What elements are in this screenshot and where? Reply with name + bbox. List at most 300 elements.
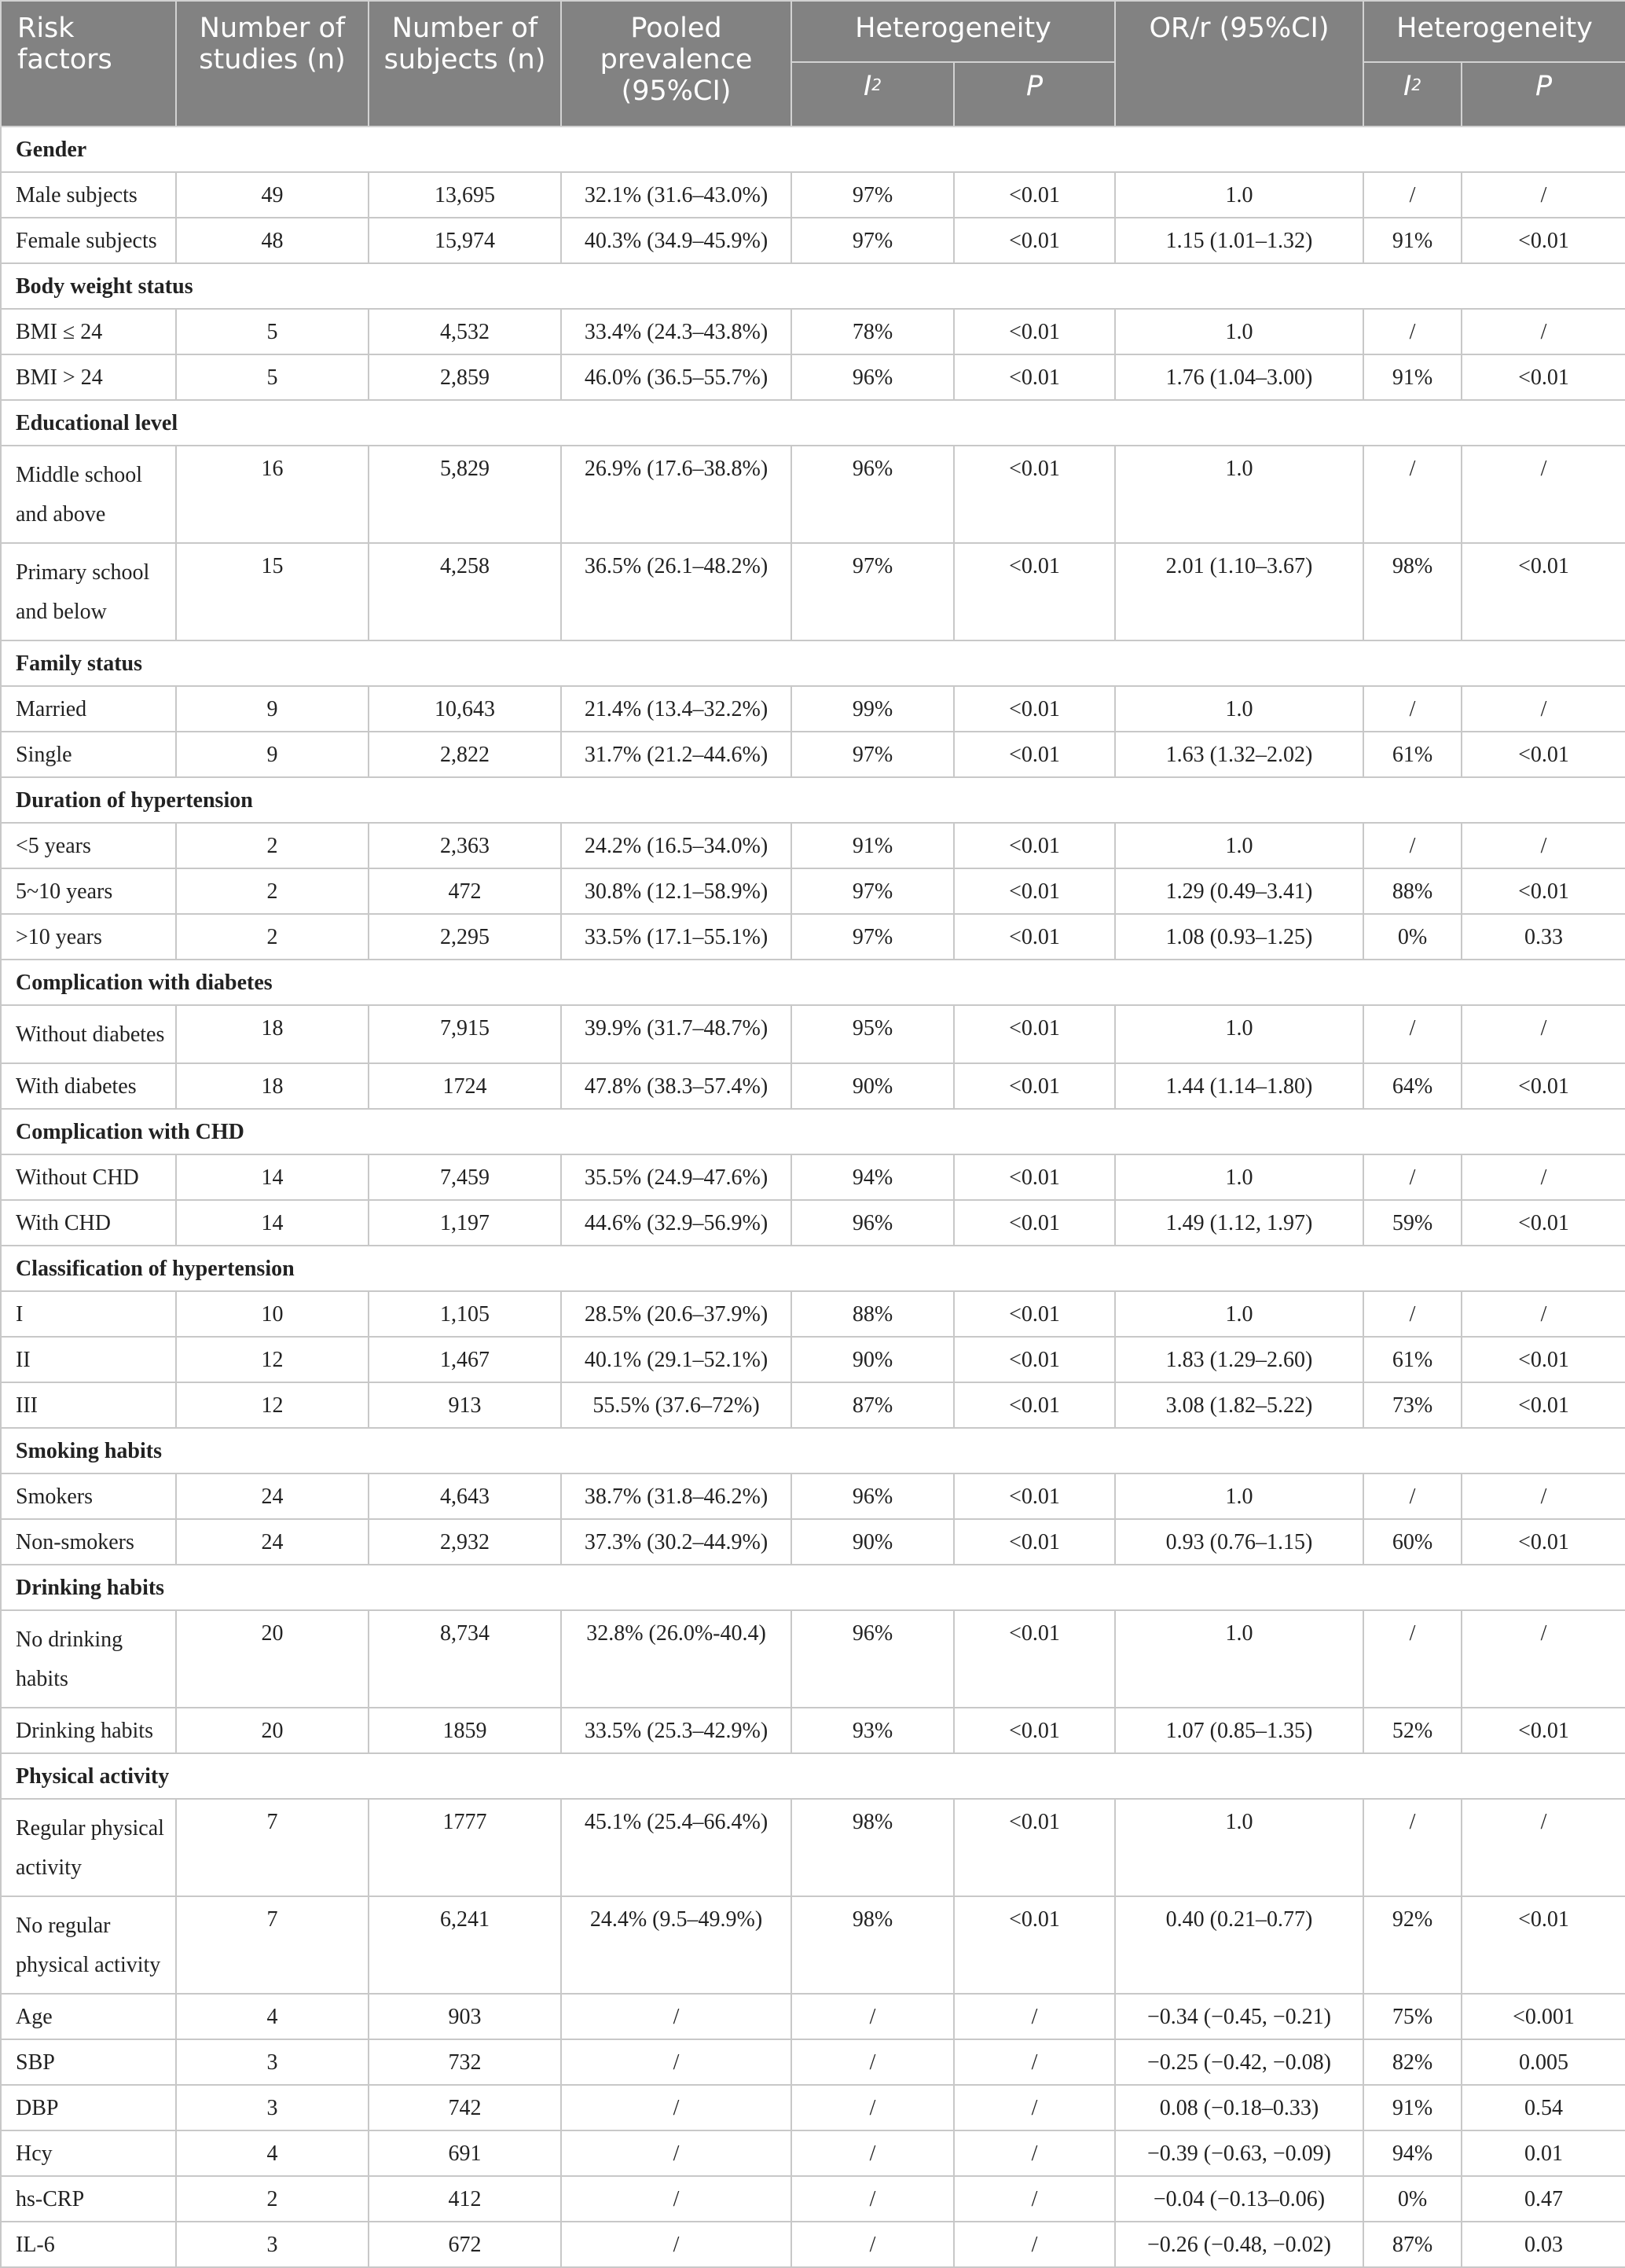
cell-pooled-prevalence: 30.8% (12.1–58.9%) bbox=[561, 868, 791, 914]
cell-pooled-prevalence: 35.5% (24.9–47.6%) bbox=[561, 1154, 791, 1200]
group-title: Drinking habits bbox=[1, 1565, 1625, 1610]
cell-i2-or: / bbox=[1363, 172, 1462, 218]
cell-i2-prevalence: / bbox=[791, 2176, 954, 2222]
group-header-row bbox=[1, 1753, 1625, 1799]
cell-i2-or: 61% bbox=[1363, 732, 1462, 777]
cell-i2-or: / bbox=[1363, 686, 1462, 732]
cell-i2-or: 82% bbox=[1363, 2039, 1462, 2085]
cell-i2-or: 75% bbox=[1363, 1994, 1462, 2039]
cell-row-label: With CHD bbox=[1, 1200, 176, 1246]
cell-i2-prevalence: 97% bbox=[791, 914, 954, 960]
cell-i2-prevalence: 88% bbox=[791, 1291, 954, 1337]
cell-num-studies: 9 bbox=[176, 686, 369, 732]
cell-i2-prevalence: / bbox=[791, 2222, 954, 2267]
table-row bbox=[1, 2176, 1625, 2222]
cell-i2-or: / bbox=[1363, 446, 1462, 543]
cell-i2-prevalence: 90% bbox=[791, 1519, 954, 1565]
table-row bbox=[1, 218, 1625, 263]
cell-or-r: 1.0 bbox=[1115, 686, 1363, 732]
table-row bbox=[1, 1799, 1625, 1896]
cell-num-subjects: 1859 bbox=[369, 1708, 561, 1753]
cell-i2-or: / bbox=[1363, 823, 1462, 868]
cell-pooled-prevalence: 24.4% (9.5–49.9%) bbox=[561, 1896, 791, 1994]
cell-p-or: 0.03 bbox=[1462, 2222, 1625, 2267]
cell-pooled-prevalence: / bbox=[561, 2039, 791, 2085]
cell-i2-or: 64% bbox=[1363, 1063, 1462, 1109]
cell-p-or: / bbox=[1462, 1005, 1625, 1063]
cell-or-r: 1.0 bbox=[1115, 1005, 1363, 1063]
table-row bbox=[1, 172, 1625, 218]
group-header-row bbox=[1, 127, 1625, 172]
cell-num-subjects: 7,915 bbox=[369, 1005, 561, 1063]
cell-i2-or: 87% bbox=[1363, 2222, 1462, 2267]
table-row bbox=[1, 1200, 1625, 1246]
cell-row-label: I bbox=[1, 1291, 176, 1337]
cell-or-r: 1.44 (1.14–1.80) bbox=[1115, 1063, 1363, 1109]
cell-row-label: II bbox=[1, 1337, 176, 1382]
table-row bbox=[1, 2222, 1625, 2267]
cell-p-prevalence: <0.01 bbox=[954, 732, 1115, 777]
cell-i2-or: / bbox=[1363, 1473, 1462, 1519]
group-header-row bbox=[1, 777, 1625, 823]
cell-num-studies: 12 bbox=[176, 1337, 369, 1382]
cell-row-label: <5 years bbox=[1, 823, 176, 868]
col-header-risk-factors: Risk factors bbox=[1, 1, 176, 127]
cell-i2-prevalence: 96% bbox=[791, 354, 954, 400]
cell-num-studies: 18 bbox=[176, 1005, 369, 1063]
cell-p-or: <0.001 bbox=[1462, 1994, 1625, 2039]
cell-or-r: 1.0 bbox=[1115, 1473, 1363, 1519]
cell-i2-prevalence: 95% bbox=[791, 1005, 954, 1063]
cell-pooled-prevalence: 39.9% (31.7–48.7%) bbox=[561, 1005, 791, 1063]
cell-i2-prevalence: 96% bbox=[791, 1200, 954, 1246]
cell-i2-prevalence: 96% bbox=[791, 446, 954, 543]
cell-or-r: 3.08 (1.82–5.22) bbox=[1115, 1382, 1363, 1428]
cell-p-prevalence: / bbox=[954, 1994, 1115, 2039]
cell-i2-or: 52% bbox=[1363, 1708, 1462, 1753]
table-row bbox=[1, 868, 1625, 914]
cell-p-or: <0.01 bbox=[1462, 732, 1625, 777]
cell-num-subjects: 1,467 bbox=[369, 1337, 561, 1382]
group-title: Complication with CHD bbox=[1, 1109, 1625, 1154]
col-header-heterogeneity-prevalence: Heterogeneity bbox=[791, 1, 1115, 62]
table-row bbox=[1, 1519, 1625, 1565]
cell-pooled-prevalence: 32.1% (31.6–43.0%) bbox=[561, 172, 791, 218]
cell-num-studies: 16 bbox=[176, 446, 369, 543]
cell-p-prevalence: <0.01 bbox=[954, 1337, 1115, 1382]
cell-i2-prevalence: 94% bbox=[791, 1154, 954, 1200]
cell-row-label: Female subjects bbox=[1, 218, 176, 263]
table-row bbox=[1, 2085, 1625, 2130]
cell-p-prevalence: <0.01 bbox=[954, 868, 1115, 914]
cell-i2-prevalence: 78% bbox=[791, 309, 954, 354]
cell-p-or: 0.47 bbox=[1462, 2176, 1625, 2222]
cell-or-r: 1.0 bbox=[1115, 1799, 1363, 1896]
group-title: Gender bbox=[1, 127, 1625, 172]
cell-num-studies: 3 bbox=[176, 2039, 369, 2085]
table-row bbox=[1, 1708, 1625, 1753]
cell-or-r: −0.34 (−0.45, −0.21) bbox=[1115, 1994, 1363, 2039]
cell-or-r: 1.83 (1.29–2.60) bbox=[1115, 1337, 1363, 1382]
cell-p-prevalence: <0.01 bbox=[954, 1154, 1115, 1200]
cell-row-label: Smokers bbox=[1, 1473, 176, 1519]
cell-p-prevalence: <0.01 bbox=[954, 1896, 1115, 1994]
cell-pooled-prevalence: 45.1% (25.4–66.4%) bbox=[561, 1799, 791, 1896]
cell-pooled-prevalence: 26.9% (17.6–38.8%) bbox=[561, 446, 791, 543]
cell-i2-or: 88% bbox=[1363, 868, 1462, 914]
group-header-row bbox=[1, 1246, 1625, 1291]
cell-or-r: 1.29 (0.49–3.41) bbox=[1115, 868, 1363, 914]
cell-num-studies: 5 bbox=[176, 309, 369, 354]
cell-row-label: Regular physical activity bbox=[1, 1799, 176, 1896]
cell-or-r: 1.0 bbox=[1115, 309, 1363, 354]
group-header-row bbox=[1, 1565, 1625, 1610]
cell-num-subjects: 742 bbox=[369, 2085, 561, 2130]
cell-or-r: 1.76 (1.04–3.00) bbox=[1115, 354, 1363, 400]
cell-num-subjects: 472 bbox=[369, 868, 561, 914]
cell-p-or: 0.005 bbox=[1462, 2039, 1625, 2085]
cell-num-studies: 24 bbox=[176, 1473, 369, 1519]
group-title: Smoking habits bbox=[1, 1428, 1625, 1473]
cell-num-subjects: 1777 bbox=[369, 1799, 561, 1896]
cell-p-or: <0.01 bbox=[1462, 1896, 1625, 1994]
cell-pooled-prevalence: 33.5% (17.1–55.1%) bbox=[561, 914, 791, 960]
table-row bbox=[1, 732, 1625, 777]
cell-i2-or: / bbox=[1363, 1291, 1462, 1337]
cell-num-subjects: 4,532 bbox=[369, 309, 561, 354]
cell-pooled-prevalence: 40.3% (34.9–45.9%) bbox=[561, 218, 791, 263]
cell-p-or: <0.01 bbox=[1462, 1063, 1625, 1109]
cell-p-prevalence: / bbox=[954, 2176, 1115, 2222]
cell-i2-or: 60% bbox=[1363, 1519, 1462, 1565]
cell-i2-prevalence: 90% bbox=[791, 1063, 954, 1109]
cell-i2-or: 91% bbox=[1363, 2085, 1462, 2130]
col-header-p-prevalence: P bbox=[954, 62, 1115, 127]
cell-p-or: / bbox=[1462, 823, 1625, 868]
group-header-row bbox=[1, 640, 1625, 686]
cell-row-label: Single bbox=[1, 732, 176, 777]
cell-pooled-prevalence: 55.5% (37.6–72%) bbox=[561, 1382, 791, 1428]
cell-num-subjects: 1,105 bbox=[369, 1291, 561, 1337]
cell-row-label: 5~10 years bbox=[1, 868, 176, 914]
cell-num-studies: 2 bbox=[176, 2176, 369, 2222]
cell-or-r: 1.49 (1.12, 1.97) bbox=[1115, 1200, 1363, 1246]
cell-i2-prevalence: 97% bbox=[791, 172, 954, 218]
cell-or-r: 1.63 (1.32–2.02) bbox=[1115, 732, 1363, 777]
cell-p-prevalence: / bbox=[954, 2039, 1115, 2085]
cell-num-studies: 2 bbox=[176, 914, 369, 960]
cell-num-subjects: 4,643 bbox=[369, 1473, 561, 1519]
cell-or-r: 1.0 bbox=[1115, 1291, 1363, 1337]
cell-p-prevalence: <0.01 bbox=[954, 172, 1115, 218]
table-row bbox=[1, 446, 1625, 543]
cell-num-studies: 20 bbox=[176, 1610, 369, 1708]
cell-p-prevalence: <0.01 bbox=[954, 218, 1115, 263]
cell-p-or: <0.01 bbox=[1462, 1708, 1625, 1753]
table-row bbox=[1, 543, 1625, 640]
cell-num-studies: 2 bbox=[176, 868, 369, 914]
cell-p-or: 0.54 bbox=[1462, 2085, 1625, 2130]
cell-row-label: With diabetes bbox=[1, 1063, 176, 1109]
cell-pooled-prevalence: 21.4% (13.4–32.2%) bbox=[561, 686, 791, 732]
cell-or-r: −0.26 (−0.48, −0.02) bbox=[1115, 2222, 1363, 2267]
cell-num-subjects: 672 bbox=[369, 2222, 561, 2267]
cell-num-studies: 20 bbox=[176, 1708, 369, 1753]
cell-or-r: 1.0 bbox=[1115, 172, 1363, 218]
table-row bbox=[1, 1063, 1625, 1109]
table-row bbox=[1, 1154, 1625, 1200]
cell-row-label: Without diabetes bbox=[1, 1005, 176, 1063]
table-row bbox=[1, 1382, 1625, 1428]
cell-num-subjects: 913 bbox=[369, 1382, 561, 1428]
cell-num-subjects: 2,822 bbox=[369, 732, 561, 777]
cell-p-prevalence: / bbox=[954, 2085, 1115, 2130]
cell-i2-prevalence: 97% bbox=[791, 868, 954, 914]
cell-i2-or: 98% bbox=[1363, 543, 1462, 640]
cell-or-r: 1.0 bbox=[1115, 1610, 1363, 1708]
cell-row-label: Middle school and above bbox=[1, 446, 176, 543]
col-header-i2-or: $I^2$ bbox=[1363, 62, 1462, 127]
col-header-num-subjects: Number of subjects (n) bbox=[369, 1, 561, 127]
cell-row-label: Age bbox=[1, 1994, 176, 2039]
table-row bbox=[1, 2039, 1625, 2085]
cell-i2-or: 0% bbox=[1363, 914, 1462, 960]
cell-i2-prevalence: / bbox=[791, 2085, 954, 2130]
cell-i2-or: 59% bbox=[1363, 1200, 1462, 1246]
col-header-p-or: P bbox=[1462, 62, 1625, 127]
cell-row-label: III bbox=[1, 1382, 176, 1428]
cell-num-studies: 14 bbox=[176, 1200, 369, 1246]
cell-p-prevalence: <0.01 bbox=[954, 914, 1115, 960]
cell-p-prevalence: <0.01 bbox=[954, 543, 1115, 640]
cell-i2-or: / bbox=[1363, 1799, 1462, 1896]
cell-i2-prevalence: 91% bbox=[791, 823, 954, 868]
cell-or-r: 1.08 (0.93–1.25) bbox=[1115, 914, 1363, 960]
cell-i2-prevalence: 96% bbox=[791, 1610, 954, 1708]
cell-i2-or: 91% bbox=[1363, 218, 1462, 263]
cell-i2-or: 92% bbox=[1363, 1896, 1462, 1994]
table-row bbox=[1, 354, 1625, 400]
col-header-num-studies: Number of studies (n) bbox=[176, 1, 369, 127]
group-title: Complication with diabetes bbox=[1, 960, 1625, 1005]
table-row bbox=[1, 1994, 1625, 2039]
cell-p-prevalence: <0.01 bbox=[954, 1708, 1115, 1753]
table-row bbox=[1, 1610, 1625, 1708]
cell-num-subjects: 412 bbox=[369, 2176, 561, 2222]
cell-i2-prevalence: 98% bbox=[791, 1896, 954, 1994]
cell-pooled-prevalence: 33.5% (25.3–42.9%) bbox=[561, 1708, 791, 1753]
table-row bbox=[1, 1291, 1625, 1337]
cell-row-label: Primary school and below bbox=[1, 543, 176, 640]
cell-p-or: / bbox=[1462, 172, 1625, 218]
cell-row-label: Married bbox=[1, 686, 176, 732]
cell-pooled-prevalence: 33.4% (24.3–43.8%) bbox=[561, 309, 791, 354]
cell-i2-prevalence: / bbox=[791, 1994, 954, 2039]
cell-i2-or: / bbox=[1363, 309, 1462, 354]
cell-num-subjects: 2,932 bbox=[369, 1519, 561, 1565]
cell-pooled-prevalence: 47.8% (38.3–57.4%) bbox=[561, 1063, 791, 1109]
group-title: Educational level bbox=[1, 400, 1625, 446]
cell-p-or: <0.01 bbox=[1462, 218, 1625, 263]
cell-pooled-prevalence: 37.3% (30.2–44.9%) bbox=[561, 1519, 791, 1565]
cell-num-studies: 7 bbox=[176, 1799, 369, 1896]
table-row bbox=[1, 1337, 1625, 1382]
cell-pooled-prevalence: / bbox=[561, 1994, 791, 2039]
group-header-row bbox=[1, 263, 1625, 309]
cell-num-studies: 5 bbox=[176, 354, 369, 400]
cell-num-subjects: 2,859 bbox=[369, 354, 561, 400]
cell-i2-prevalence: 98% bbox=[791, 1799, 954, 1896]
cell-i2-or: 91% bbox=[1363, 354, 1462, 400]
cell-p-or: <0.01 bbox=[1462, 1519, 1625, 1565]
table-row bbox=[1, 1473, 1625, 1519]
cell-or-r: 2.01 (1.10–3.67) bbox=[1115, 543, 1363, 640]
cell-p-or: <0.01 bbox=[1462, 354, 1625, 400]
cell-num-subjects: 2,363 bbox=[369, 823, 561, 868]
cell-i2-prevalence: 90% bbox=[791, 1337, 954, 1382]
cell-p-or: / bbox=[1462, 1473, 1625, 1519]
col-header-i2-prevalence: $I^2$ bbox=[791, 62, 954, 127]
cell-p-prevalence: <0.01 bbox=[954, 1291, 1115, 1337]
group-header-row bbox=[1, 400, 1625, 446]
cell-or-r: 1.0 bbox=[1115, 446, 1363, 543]
cell-p-or: <0.01 bbox=[1462, 543, 1625, 640]
cell-i2-or: 0% bbox=[1363, 2176, 1462, 2222]
table-row bbox=[1, 309, 1625, 354]
cell-num-subjects: 5,829 bbox=[369, 446, 561, 543]
table-row bbox=[1, 2130, 1625, 2176]
cell-or-r: 1.0 bbox=[1115, 823, 1363, 868]
cell-i2-or: 73% bbox=[1363, 1382, 1462, 1428]
cell-num-subjects: 7,459 bbox=[369, 1154, 561, 1200]
cell-i2-prevalence: 99% bbox=[791, 686, 954, 732]
cell-num-studies: 18 bbox=[176, 1063, 369, 1109]
cell-p-or: / bbox=[1462, 686, 1625, 732]
cell-i2-prevalence: 96% bbox=[791, 1473, 954, 1519]
cell-p-prevalence: <0.01 bbox=[954, 1610, 1115, 1708]
cell-pooled-prevalence: 24.2% (16.5–34.0%) bbox=[561, 823, 791, 868]
cell-row-label: SBP bbox=[1, 2039, 176, 2085]
cell-i2-prevalence: / bbox=[791, 2039, 954, 2085]
cell-num-studies: 4 bbox=[176, 2130, 369, 2176]
cell-or-r: −0.25 (−0.42, −0.08) bbox=[1115, 2039, 1363, 2085]
table-row bbox=[1, 686, 1625, 732]
cell-num-subjects: 15,974 bbox=[369, 218, 561, 263]
cell-num-studies: 3 bbox=[176, 2085, 369, 2130]
table-row bbox=[1, 823, 1625, 868]
cell-num-studies: 10 bbox=[176, 1291, 369, 1337]
group-title: Duration of hypertension bbox=[1, 777, 1625, 823]
group-title: Family status bbox=[1, 640, 1625, 686]
cell-p-prevalence: <0.01 bbox=[954, 309, 1115, 354]
cell-row-label: >10 years bbox=[1, 914, 176, 960]
cell-pooled-prevalence: / bbox=[561, 2222, 791, 2267]
cell-num-subjects: 8,734 bbox=[369, 1610, 561, 1708]
table-body bbox=[1, 127, 1625, 2267]
cell-p-or: / bbox=[1462, 309, 1625, 354]
cell-num-subjects: 13,695 bbox=[369, 172, 561, 218]
group-header-row bbox=[1, 960, 1625, 1005]
table-row bbox=[1, 1896, 1625, 1994]
cell-row-label: Hcy bbox=[1, 2130, 176, 2176]
cell-num-subjects: 2,295 bbox=[369, 914, 561, 960]
cell-p-prevalence: <0.01 bbox=[954, 823, 1115, 868]
cell-pooled-prevalence: 31.7% (21.2–44.6%) bbox=[561, 732, 791, 777]
cell-num-subjects: 1724 bbox=[369, 1063, 561, 1109]
cell-pooled-prevalence: 28.5% (20.6–37.9%) bbox=[561, 1291, 791, 1337]
col-header-pooled-prevalence: Pooled prevalence (95%CI) bbox=[561, 1, 791, 127]
cell-pooled-prevalence: / bbox=[561, 2085, 791, 2130]
cell-i2-or: / bbox=[1363, 1005, 1462, 1063]
cell-row-label: No drinking habits bbox=[1, 1610, 176, 1708]
cell-or-r: 1.0 bbox=[1115, 1154, 1363, 1200]
cell-num-studies: 48 bbox=[176, 218, 369, 263]
cell-pooled-prevalence: / bbox=[561, 2176, 791, 2222]
group-header-row bbox=[1, 1428, 1625, 1473]
cell-row-label: hs-CRP bbox=[1, 2176, 176, 2222]
cell-row-label: Male subjects bbox=[1, 172, 176, 218]
table-header bbox=[1, 1, 1625, 127]
cell-row-label: Non-smokers bbox=[1, 1519, 176, 1565]
cell-pooled-prevalence: 44.6% (32.9–56.9%) bbox=[561, 1200, 791, 1246]
cell-i2-or: / bbox=[1363, 1154, 1462, 1200]
cell-p-prevalence: <0.01 bbox=[954, 1200, 1115, 1246]
cell-num-subjects: 691 bbox=[369, 2130, 561, 2176]
cell-i2-prevalence: 87% bbox=[791, 1382, 954, 1428]
cell-row-label: Drinking habits bbox=[1, 1708, 176, 1753]
cell-num-studies: 9 bbox=[176, 732, 369, 777]
cell-row-label: No regular physical activity bbox=[1, 1896, 176, 1994]
cell-p-or: <0.01 bbox=[1462, 868, 1625, 914]
cell-num-studies: 7 bbox=[176, 1896, 369, 1994]
cell-num-studies: 14 bbox=[176, 1154, 369, 1200]
cell-p-prevalence: <0.01 bbox=[954, 1519, 1115, 1565]
cell-i2-prevalence: 97% bbox=[791, 218, 954, 263]
cell-num-subjects: 6,241 bbox=[369, 1896, 561, 1994]
cell-p-prevalence: <0.01 bbox=[954, 686, 1115, 732]
cell-or-r: 0.93 (0.76–1.15) bbox=[1115, 1519, 1363, 1565]
cell-num-subjects: 10,643 bbox=[369, 686, 561, 732]
col-header-heterogeneity-or: Heterogeneity bbox=[1363, 1, 1625, 62]
cell-p-prevalence: / bbox=[954, 2222, 1115, 2267]
cell-pooled-prevalence: / bbox=[561, 2130, 791, 2176]
cell-p-prevalence: <0.01 bbox=[954, 354, 1115, 400]
cell-num-subjects: 903 bbox=[369, 1994, 561, 2039]
cell-p-prevalence: <0.01 bbox=[954, 1473, 1115, 1519]
cell-num-subjects: 1,197 bbox=[369, 1200, 561, 1246]
cell-pooled-prevalence: 46.0% (36.5–55.7%) bbox=[561, 354, 791, 400]
cell-num-studies: 2 bbox=[176, 823, 369, 868]
cell-or-r: 0.40 (0.21–0.77) bbox=[1115, 1896, 1363, 1994]
cell-p-or: 0.01 bbox=[1462, 2130, 1625, 2176]
cell-p-prevalence: <0.01 bbox=[954, 1063, 1115, 1109]
cell-row-label: BMI > 24 bbox=[1, 354, 176, 400]
cell-pooled-prevalence: 36.5% (26.1–48.2%) bbox=[561, 543, 791, 640]
cell-p-or: / bbox=[1462, 1291, 1625, 1337]
cell-num-studies: 3 bbox=[176, 2222, 369, 2267]
cell-num-subjects: 4,258 bbox=[369, 543, 561, 640]
cell-p-or: / bbox=[1462, 1799, 1625, 1896]
cell-num-studies: 24 bbox=[176, 1519, 369, 1565]
cell-p-or: <0.01 bbox=[1462, 1200, 1625, 1246]
group-title: Body weight status bbox=[1, 263, 1625, 309]
cell-i2-prevalence: / bbox=[791, 2130, 954, 2176]
cell-num-subjects: 732 bbox=[369, 2039, 561, 2085]
cell-or-r: 1.07 (0.85–1.35) bbox=[1115, 1708, 1363, 1753]
table-row bbox=[1, 1005, 1625, 1063]
cell-or-r: 0.08 (−0.18–0.33) bbox=[1115, 2085, 1363, 2130]
group-title: Classification of hypertension bbox=[1, 1246, 1625, 1291]
